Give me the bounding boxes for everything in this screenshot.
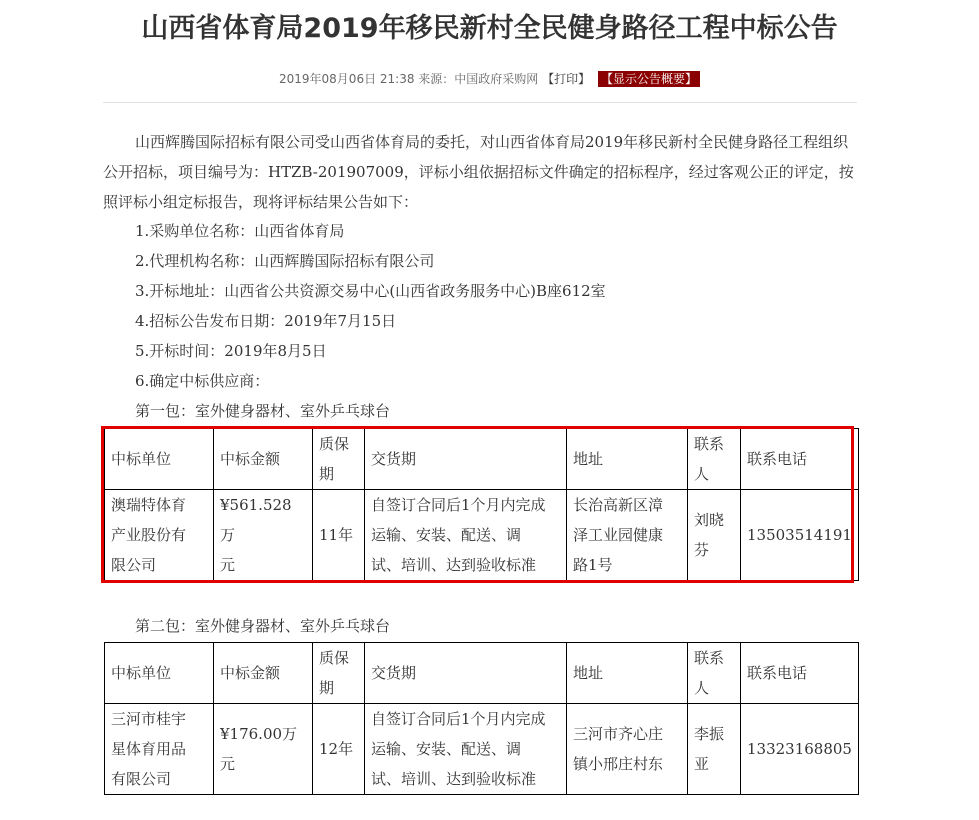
cell-delivery: 自签订合同后1个月内完成 运输、安装、配送、调 试、培训、达到验收标准 bbox=[365, 490, 567, 581]
cell-phone: 13323168805 bbox=[741, 704, 859, 795]
header-delivery: 交货期 bbox=[365, 429, 567, 490]
header-amount: 中标金额 bbox=[214, 429, 313, 490]
header-address: 地址 bbox=[567, 643, 688, 704]
cell-address: 三河市齐心庄 镇小邢庄村东 bbox=[567, 704, 688, 795]
header-phone: 联系电话 bbox=[741, 643, 859, 704]
list-item: 4.招标公告发布日期：2019年7月15日 bbox=[135, 312, 397, 330]
header-winner: 中标单位 bbox=[105, 429, 214, 490]
list-item: 1.采购单位名称：山西省体育局 bbox=[135, 222, 345, 240]
table-header-row bbox=[105, 643, 859, 704]
header-contact: 联系 人 bbox=[688, 429, 741, 490]
package-1-table bbox=[104, 428, 859, 581]
header-warranty: 质保 期 bbox=[313, 643, 365, 704]
cell-phone: 13503514191 bbox=[741, 490, 859, 581]
show-summary-button[interactable]: 【显示公告概要】 bbox=[598, 71, 700, 87]
list-item: 2.代理机构名称：山西辉腾国际招标有限公司 bbox=[135, 252, 435, 270]
cell-winner: 三河市桂宇 星体育用品 有限公司 bbox=[105, 704, 214, 795]
header-contact: 联系 人 bbox=[688, 643, 741, 704]
publish-info: 2019年08月06日 21:38 来源：中国政府采购网 bbox=[279, 72, 539, 86]
list-item: 5.开标时间：2019年8月5日 bbox=[135, 342, 327, 360]
cell-contact: 刘晓 芬 bbox=[688, 490, 741, 581]
cell-amount: ¥561.528万 元 bbox=[214, 490, 313, 581]
cell-address: 长治高新区漳 泽工业园健康 路1号 bbox=[567, 490, 688, 581]
list-item: 6.确定中标供应商： bbox=[135, 372, 270, 390]
header-amount: 中标金额 bbox=[214, 643, 313, 704]
header-delivery: 交货期 bbox=[365, 643, 567, 704]
table-header-row bbox=[105, 429, 859, 490]
header-winner: 中标单位 bbox=[105, 643, 214, 704]
page-title: 山西省体育局2019年移民新村全民健身路径工程中标公告 bbox=[141, 13, 838, 44]
divider bbox=[103, 102, 857, 103]
header-phone: 联系电话 bbox=[741, 429, 859, 490]
article-meta bbox=[0, 70, 979, 87]
table-row bbox=[105, 490, 859, 581]
cell-warranty: 12年 bbox=[313, 704, 365, 795]
header-warranty: 质保 期 bbox=[313, 429, 365, 490]
print-link[interactable]: 【打印】 bbox=[542, 72, 591, 86]
list-item: 3.开标地址：山西省公共资源交易中心(山西省政务服务中心)B座612室 bbox=[135, 282, 606, 300]
package-2-table bbox=[104, 642, 859, 795]
header-address: 地址 bbox=[567, 429, 688, 490]
cell-contact: 李振 亚 bbox=[688, 704, 741, 795]
cell-winner: 澳瑞特体育 产业股份有 限公司 bbox=[105, 490, 214, 581]
cell-amount: ¥176.00万 元 bbox=[214, 704, 313, 795]
table-row bbox=[105, 704, 859, 795]
cell-delivery: 自签订合同后1个月内完成 运输、安装、配送、调 试、培训、达到验收标准 bbox=[365, 704, 567, 795]
package-2-title: 第二包：室外健身器材、室外乒乓球台 bbox=[135, 617, 391, 635]
cell-warranty: 11年 bbox=[313, 490, 365, 581]
package-1-title: 第一包：室外健身器材、室外乒乓球台 bbox=[135, 402, 391, 420]
intro-paragraph: 山西辉腾国际招标有限公司受山西省体育局的委托，对山西省体育局2019年移民新村全民健身路径工程组织公开招标，项目编号为：HTZB-201907009，评标小组依据招标文件确定的招标程序，经过客观公正的评定，按照评标小组定标报告，现将评标结果公告如下： bbox=[103, 133, 854, 211]
